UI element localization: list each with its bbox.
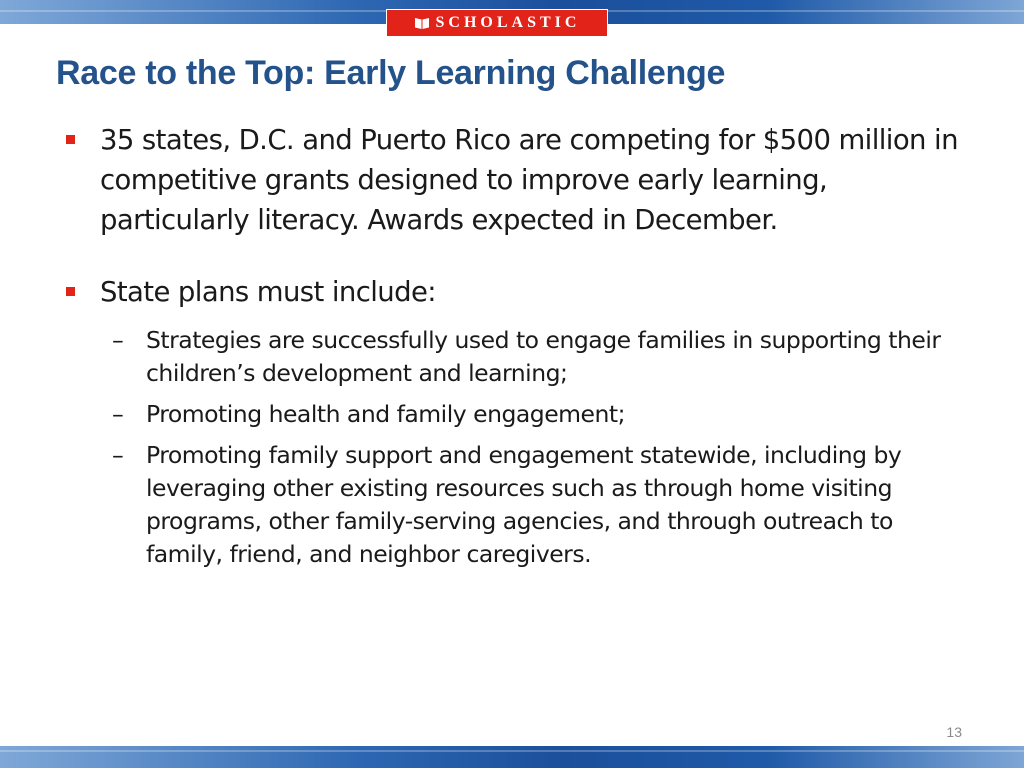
dash-marker: –	[112, 400, 124, 428]
bullet-item	[62, 120, 962, 240]
footer-band-highlight	[0, 750, 1024, 752]
sub-bullet-list	[62, 324, 962, 571]
bullet-text: 35 states, D.C. and Puerto Rico are competing for $500 million in competitive grants designed to improve early learning, particularly literacy. Awards expected in December.	[100, 124, 958, 236]
page-number: 13	[946, 724, 962, 740]
sub-bullet-text: Strategies are successfully used to engage families in supporting their children’s development and learning;	[146, 326, 941, 387]
bullet-text: State plans must include:	[100, 276, 436, 308]
scholastic-logo	[386, 9, 608, 37]
square-bullet-icon	[66, 135, 75, 144]
footer-band	[0, 746, 1024, 768]
dash-marker: –	[112, 441, 124, 469]
square-bullet-icon	[66, 287, 75, 296]
sub-bullet-item	[112, 324, 962, 390]
sub-bullet-item	[112, 398, 962, 431]
sub-bullet-item	[112, 439, 962, 571]
dash-marker: –	[112, 326, 124, 354]
slide-content	[62, 120, 962, 579]
bullet-item	[62, 272, 962, 312]
open-book-icon	[414, 17, 430, 30]
sub-bullet-text: Promoting health and family engagement;	[146, 400, 626, 428]
logo-text: SCHOLASTIC	[435, 14, 581, 31]
slide-title: Race to the Top: Early Learning Challenge	[56, 54, 726, 92]
sub-bullet-text: Promoting family support and engagement statewide, including by leveraging other existing resources such as through home visiting programs, other family-serving agencies, and through outreach to family, friend, and neighbor caregivers.	[146, 441, 902, 568]
